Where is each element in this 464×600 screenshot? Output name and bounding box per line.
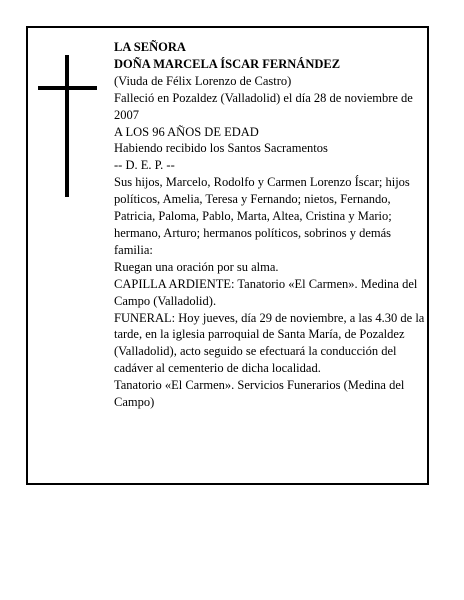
deceased-name: DOÑA MARCELA ÍSCAR FERNÁNDEZ	[114, 56, 341, 71]
family-paragraph: Sus hijos, Marcelo, Rodolfo y Carmen Lorenzo Íscar; hijos políticos, Amelia, Teresa y Fernando; nietos, Fernando, Patricia, Paloma, Pablo, Marta, Altea, Cristina y Mario; hermano, Arturo; hermanos políticos, sobrinos y demás familia:	[114, 175, 410, 257]
widow-of: (Viuda de Félix Lorenzo de Castro)	[114, 73, 292, 88]
rip-line: -- D. E. P. --	[114, 158, 175, 173]
heading-title: LA SEÑORA	[114, 40, 186, 54]
cross-horizontal-bar	[38, 86, 97, 90]
obituary-text	[114, 39, 426, 411]
services-paragraph: Tanatorio «El Carmen». Servicios Funerarios (Medina del Campo)	[114, 378, 405, 410]
chapel-paragraph: CAPILLA ARDIENTE: Tanatorio «El Carmen». Medina del Campo (Valladolid).	[114, 276, 418, 308]
funeral-paragraph: FUNERAL: Hoy jueves, día 29 de noviembre, a las 4.30 de la tarde, en la iglesia parroquial de Santa María, de Pozaldez (Valladolid), acto seguido se efectuará la conducción del cadáver al cementerio de dicha localidad.	[114, 310, 425, 376]
age-line: A LOS 96 AÑOS DE EDAD	[114, 124, 259, 139]
sacraments-line: Habiendo recibido los Santos Sacramentos	[114, 141, 328, 156]
prayer-line: Ruegan una oración por su alma.	[114, 259, 279, 274]
cross-vertical-bar	[65, 55, 69, 197]
death-info: Falleció en Pozaldez (Valladolid) el día 28 de noviembre de 2007	[114, 90, 413, 122]
